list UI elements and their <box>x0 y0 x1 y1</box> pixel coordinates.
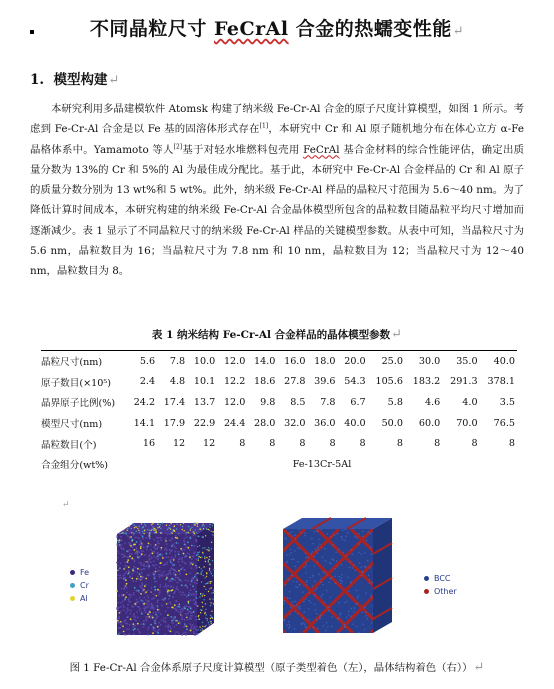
table-cell: 30.0 <box>405 351 442 372</box>
row-label: 合金组分(wt%) <box>41 460 109 472</box>
table-cell: 8.5 <box>290 396 306 408</box>
table-cell: 105.6 <box>375 376 403 388</box>
table-cell: 10.1 <box>193 376 216 388</box>
table-cell: 8 <box>434 438 441 450</box>
model-parameter-table <box>41 350 517 475</box>
table-cell: 25.0 <box>368 351 405 372</box>
table-caption-text: 表 1 纳米结构 Fe-Cr-Al 合金样品的晶体模型参数 <box>151 329 391 341</box>
table-cell: 7.8 <box>157 351 187 372</box>
body-paragraph <box>30 99 524 282</box>
legend-label: Al <box>80 594 88 603</box>
table-cell: 13.7 <box>193 396 216 408</box>
section-title: 模型构建 <box>53 72 108 88</box>
legend-item <box>424 572 457 585</box>
spellcheck-marked-word: FeCrAl <box>303 143 340 156</box>
figure-caption-text: 图 1 Fe-Cr-Al 合金体系原子尺度计算模型（原子类型着色（左），晶体结构着色（右）） <box>69 662 473 674</box>
title-prefix: 不同晶粒尺寸 <box>89 18 214 40</box>
table-cell: 7.8 <box>320 396 336 408</box>
table-cell: 8 <box>508 438 515 450</box>
row-label: 模型尺寸(nm) <box>41 419 103 431</box>
table-row <box>41 392 517 413</box>
table-row <box>41 413 517 434</box>
table-cell: 60.0 <box>418 417 441 429</box>
table-row <box>41 433 517 454</box>
citation-2[interactable]: [2] <box>173 143 183 151</box>
legend-item <box>70 566 89 579</box>
row-label: 晶粒尺寸(nm) <box>41 351 127 372</box>
legend-item <box>70 579 89 592</box>
table-cell: 8 <box>396 438 403 450</box>
paragraph-text-2: ，本研究中 Cr 和 Al 原子随机地分布在体心立方 α-Fe 晶格体系中。Yamamoto 等人 <box>30 123 524 156</box>
crystal-structure-legend <box>424 572 457 598</box>
table-cell: 4.0 <box>462 396 478 408</box>
figure-1 <box>62 514 492 642</box>
table-cell: 39.6 <box>314 376 336 388</box>
row-label: 晶界原子比例(%) <box>41 398 116 410</box>
table-cell: 12.2 <box>223 376 246 388</box>
table-cell: 24.2 <box>133 396 156 408</box>
table-cell: 40.0 <box>344 417 366 429</box>
paragraph-mark: ↵ <box>473 660 485 675</box>
legend-swatch <box>70 583 75 588</box>
table-cell: 8 <box>239 438 246 450</box>
table-cell: 32.0 <box>284 417 306 429</box>
section-number: 1. <box>30 72 45 88</box>
table-cell: 5.8 <box>387 396 403 408</box>
table-cell: 378.1 <box>487 376 515 388</box>
table-row <box>41 454 517 475</box>
table-cell: 10.0 <box>187 351 217 372</box>
legend-label: Fe <box>80 568 90 577</box>
row-label: 晶粒数目(个) <box>41 439 97 451</box>
figure-caption <box>0 659 554 675</box>
table-cell: 18.6 <box>254 376 276 388</box>
document-title <box>0 14 554 41</box>
legend-swatch <box>424 589 429 594</box>
table-cell: 8 <box>359 438 366 450</box>
legend-item <box>424 585 457 598</box>
table-cell: 50.0 <box>381 417 403 429</box>
table-row <box>41 351 517 372</box>
legend-label: Other <box>434 587 457 596</box>
table-cell: 17.9 <box>163 417 186 429</box>
table-cell: 8 <box>329 438 336 450</box>
atom-type-legend <box>70 566 89 605</box>
table-cell: 4.8 <box>169 376 186 388</box>
table-cell: 5.6 <box>127 351 157 372</box>
table-cell: 17.4 <box>163 396 186 408</box>
table-cell: 12 <box>172 438 186 450</box>
table-cell: 183.2 <box>412 376 441 388</box>
paragraph-mark: ↵ <box>452 24 465 39</box>
table-cell: 12.0 <box>223 396 246 408</box>
table-row <box>41 372 517 393</box>
legend-label: BCC <box>434 574 451 583</box>
atom-type-cube <box>116 522 215 636</box>
table-cell: 76.5 <box>493 417 515 429</box>
table-cell: 2.4 <box>139 376 156 388</box>
table-cell: 14.1 <box>133 417 156 429</box>
legend-label: Cr <box>80 581 89 590</box>
table-cell: 18.0 <box>307 351 337 372</box>
paragraph-text-4: 基合金材料的综合性能评估，确定出质量分数为 13%的 Cr 和 5%的 Al 为最佳成分配比。基于此，本研究中 Fe-Cr-Al 合金样品的 Cr 和 Al 原子的质量分数分别为 13 wt%和 5 wt%。此外，纳米级 Fe-Cr-Al 样品的晶粒尺寸范围为 5.6～40 nm。为了降低计算时间成本，本研究构建的纳米级 Fe-Cr-Al 合金晶体模型所包含的晶粒数目随晶粒平均尺寸增加而逐渐减少。表 1 显示了不同晶粒尺寸的纳米级 Fe-Cr-Al 样品的关键模型参数。从表中可知，当晶粒尺寸为 5.6 nm，晶粒数目为 16；当晶粒尺寸为 7.8 nm 和 10 nm，晶粒数目为 12；当晶粒尺寸为 12～40 nm，晶粒数目为 8。 <box>30 143 524 278</box>
table-cell: 9.8 <box>260 396 276 408</box>
paragraph-mark: ↵ <box>391 327 403 342</box>
paragraph-mark: ↵ <box>62 500 70 510</box>
table-caption <box>0 327 554 342</box>
table-cell: 70.0 <box>456 417 478 429</box>
paragraph-text-1: 本研究利用多晶建模软件 Atomsk 构建了纳米级 Fe-Cr-Al 合金的原子尺度计算模型，如图 1 所示。考虑到 Fe-Cr-Al 合金是以 Fe 基的固溶体形式存在 <box>30 103 524 136</box>
table-cell: 27.8 <box>284 376 306 388</box>
citation-1[interactable]: [1] <box>259 122 269 130</box>
legend-swatch <box>70 596 75 601</box>
table-cell: 54.3 <box>344 376 366 388</box>
table-cell: 28.0 <box>254 417 276 429</box>
table-cell: 36.0 <box>314 417 336 429</box>
legend-item <box>70 592 89 605</box>
table-cell: 3.5 <box>499 396 515 408</box>
table-cell: 35.0 <box>442 351 479 372</box>
table-cell: 12 <box>203 438 216 450</box>
table-cell: 4.6 <box>424 396 441 408</box>
row-label: 原子数目(×10⁵) <box>41 377 111 389</box>
legend-swatch <box>424 576 429 581</box>
table-cell: 291.3 <box>450 376 478 388</box>
table-cell: 40.0 <box>480 351 517 372</box>
table-cell: 14.0 <box>247 351 277 372</box>
table-cell: 16.0 <box>277 351 307 372</box>
table-cell: 22.9 <box>193 417 216 429</box>
table-cell: 16 <box>142 438 156 450</box>
paragraph-mark: ↵ <box>108 73 120 88</box>
table-cell: 20.0 <box>338 351 368 372</box>
table-cell: 24.4 <box>223 417 246 429</box>
section-heading <box>30 68 119 88</box>
paragraph-text-3: 基于对轻水堆燃料包壳用 <box>182 143 304 156</box>
legend-swatch <box>70 570 75 575</box>
table-cell: 8 <box>269 438 276 450</box>
composition-value: Fe-13Cr-5Al <box>292 458 352 470</box>
title-latin: FeCrAl <box>213 18 289 40</box>
table-cell: 6.7 <box>350 396 366 408</box>
table-cell: 8 <box>299 438 306 450</box>
table-cell: 8 <box>471 438 478 450</box>
table-cell: 12.0 <box>217 351 247 372</box>
title-suffix: 合金的热蠕变性能 <box>288 18 452 40</box>
